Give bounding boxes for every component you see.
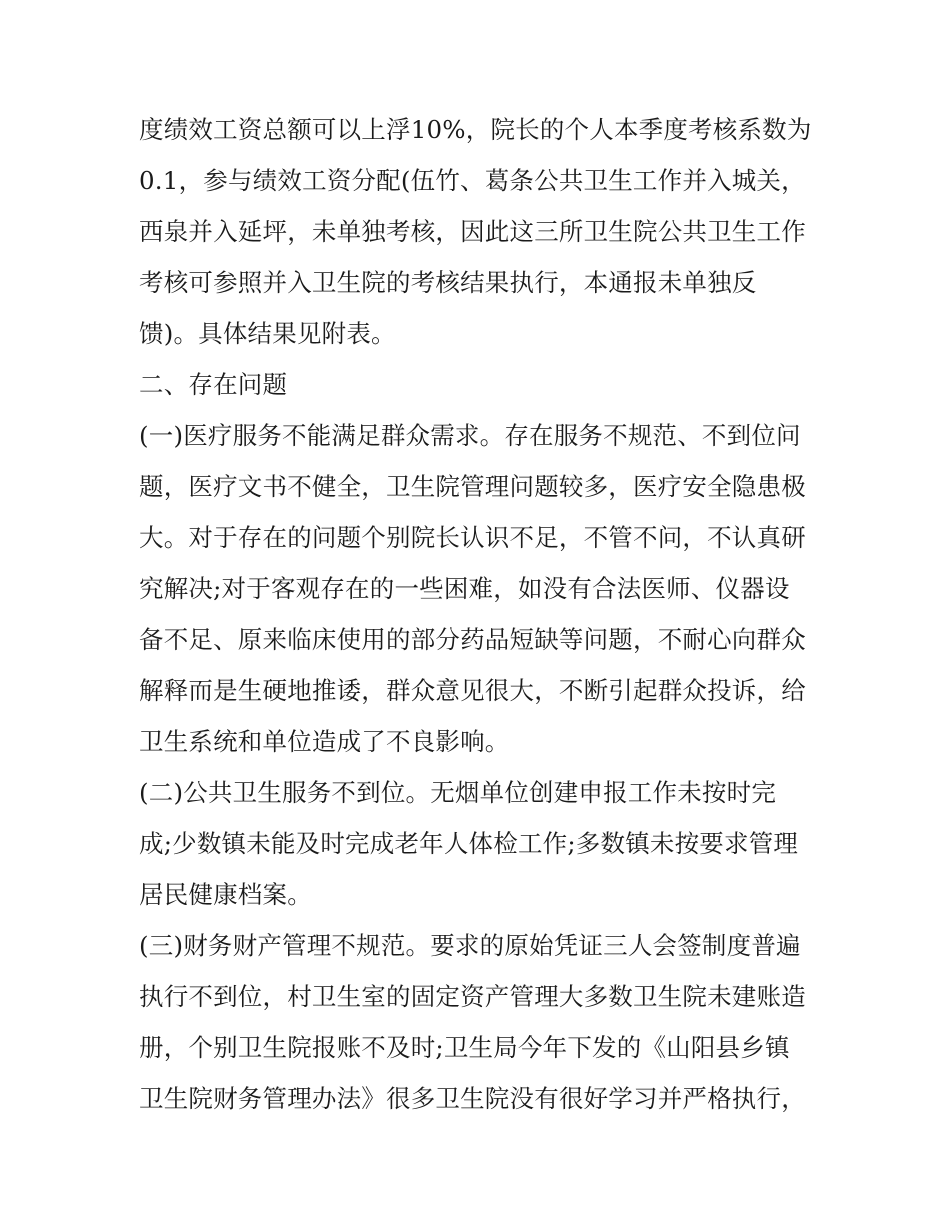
text-line: 度绩效工资总额可以上浮10%，院长的个人本季度考核系数为 [139,115,812,144]
text-line: (三)财务财产管理不规范。要求的原始凭证三人会签制度普遍 [139,931,801,960]
text-line: 居民健康档案。 [139,880,312,909]
text-line: 卫生院财务管理办法》很多卫生院没有很好学习并严格执行， [139,1084,806,1113]
text-line: 成;少数镇未能及时完成老年人体检工作;多数镇未按要求管理 [139,829,799,858]
text-line: 题，医疗文书不健全，卫生院管理问题较多，医疗安全隐患极 [139,472,806,501]
text-line: 究解决;对于客观存在的一些困难，如没有合法医师、仪器设 [139,574,790,603]
text-line: 西泉并入延坪，未单独考核，因此这三所卫生院公共卫生工作 [139,217,806,246]
text-line: 0.1，参与绩效工资分配(伍竹、葛条公共卫生工作并入城关， [139,166,806,195]
text-line: 馈)。具体结果见附表。 [139,319,396,348]
text-line: 执行不到位，村卫生室的固定资产管理大多数卫生院未建账造 [139,982,806,1011]
text-line: 册，个别卫生院报账不及时;卫生局今年下发的《山阳县乡镇 [139,1033,790,1062]
text-line: 大。对于存在的问题个别院长认识不足，不管不问，不认真研 [139,523,806,552]
text-line: (一)医疗服务不能满足群众需求。存在服务不规范、不到位问 [139,421,801,450]
text-line: 备不足、原来临床使用的部分药品短缺等问题，不耐心向群众 [139,625,806,654]
section-heading: 二、存在问题 [139,370,288,399]
document-body [139,104,819,1124]
text-line: 考核可参照并入卫生院的考核结果执行，本通报未单独反 [139,268,757,297]
text-line: 解释而是生硬地推诿，群众意见很大，不断引起群众投诉，给 [139,676,806,705]
text-line: (二)公共卫生服务不到位。无烟单位创建申报工作未按时完 [139,778,777,807]
text-line: 卫生系统和单位造成了不良影响。 [139,727,510,756]
